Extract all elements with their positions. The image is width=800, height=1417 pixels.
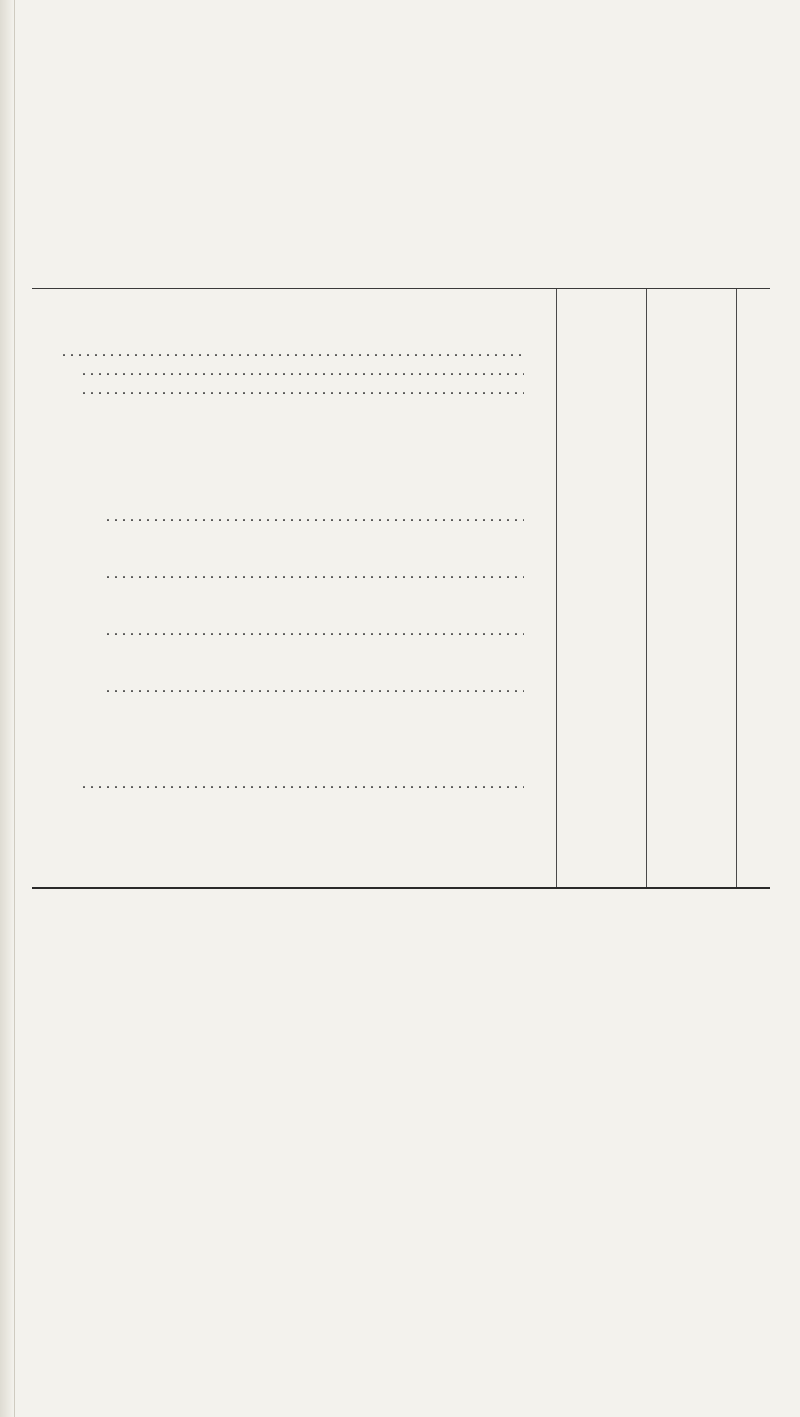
column-divider — [736, 289, 737, 887]
book-spine-edge — [0, 0, 15, 1417]
column-divider — [646, 289, 647, 887]
row-label — [82, 381, 524, 399]
row-label — [62, 343, 524, 361]
column-divider — [556, 289, 557, 887]
row-label — [82, 362, 524, 380]
